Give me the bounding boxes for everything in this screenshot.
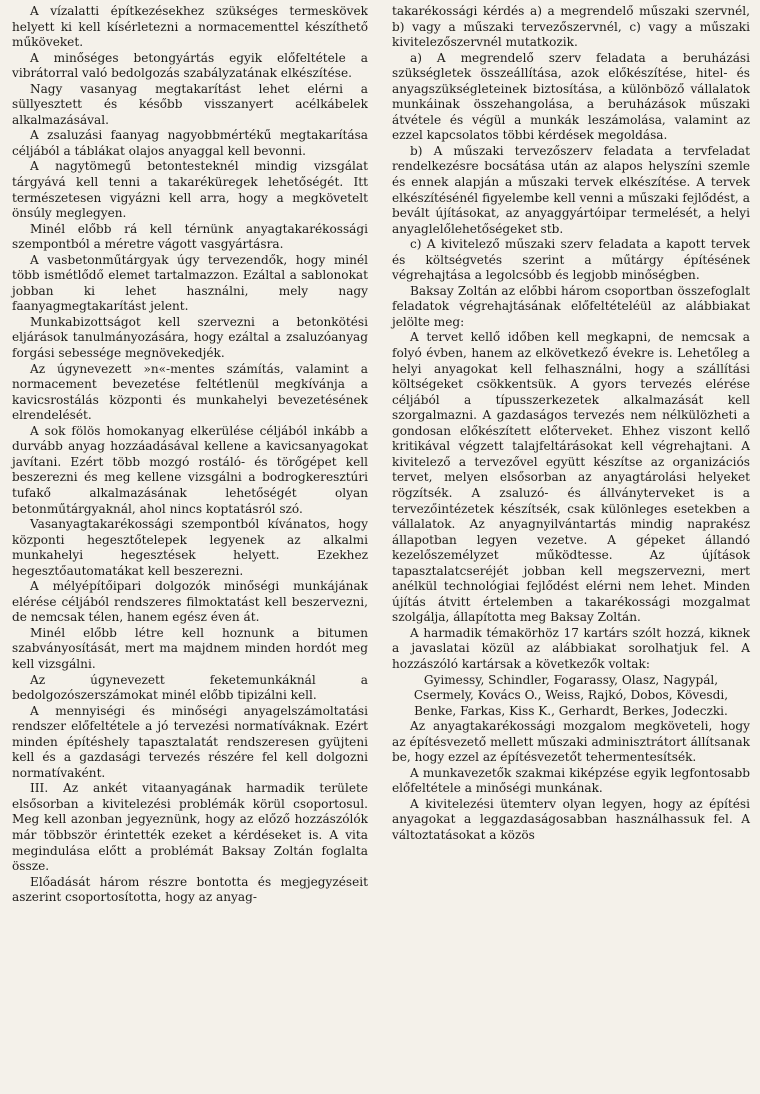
paragraph: Minél előbb létre kell hoznunk a bitumen szabványosítását, mert ma majdnem minden hordót meg kell vizsgálni. <box>12 625 368 671</box>
paragraph: A harmadik témakörhöz 17 kartárs szólt hozzá, kiknek a javaslatai közül az alábbiakat sorolhatjuk fel. A hozzászóló kartársak a következők voltak: <box>392 625 750 671</box>
paragraph: A mélyépítőipari dolgozók minőségi munkájának elérése céljából rendszeres filmoktatást kell beszervezni, de nemcsak télen, hanem egész éven át. <box>12 579 368 625</box>
paragraph: A minőséges betongyártás egyik előfeltétele a vibrátorral való bedolgozás szabályzatának elkészítése. <box>12 50 368 81</box>
right-column <box>392 4 750 844</box>
paragraph: Az anyagtakarékossági mozgalom megköveteli, hogy az építésvezető mellett műszaki adminisztrátort állítsanak be, hogy ezzel az építésvezetőt tehermentesítsék. <box>392 719 750 765</box>
paragraph: a) A megrendelő szerv feladata a beruházási szükségletek összeállítása, azok előkészítése, hitel- és anyagszükségleteinek biztosítása, a különböző vállalatok munkáinak összehangolása, a beruházások műszaki átvétele és végül a munkák leszámolása, valamint az ezzel kapcsolatos többi kérdések megoldása. <box>392 50 750 143</box>
paragraph: Az úgynevezett »n«-mentes számítás, valamint a normacement bevezetése feltétlenül megkívánja a kavicsrostálás központi és munkahelyi bevezetésének elrendelését. <box>12 361 368 423</box>
left-column <box>12 4 368 906</box>
paragraph: A tervet kellő időben kell megkapni, de nemcsak a folyó évben, hanem az elkövetkező évekre is. Lehetőleg a helyi anyagokat kell felhasználni, hogy a szállítási költségeket csökkentsük. A gyors tervezés elérése céljából a típusszerkezetek alkalmazását kell szorgalmazni. A gazdaságos tervezés nem nélkülözheti a gondosan előkészített előterveket. Ehhez viszont kellő kritikával végzett talajfeltárásokat kell végrehajtani. A kivitelező a tervezővel együtt készítse az organizációs tervet, melyen elsősorban az anyagtárolási helyeket rögzítsék. A zsaluzó- és állványterveket is a tervezőintézetek készítsék, csak különleges esetekben a vállalatok. Az anyagnyilvántartás mindig naprakész állapotban legyen vezetve. A gépeket állandó kezelőszemélyzet működtesse. Az újítások tapasztalatcseréjét jobban kell megszervezni, mert anélkül technológiai fejlődést elérni nem lehet. Minden újítás átvitt értelemben a takarékossági mozgalmat szolgálja, állapította meg Baksay Zoltán. <box>392 330 750 625</box>
paragraph: A vízalatti építkezésekhez szükséges termeskövek helyett ki kell kísérletezni a normacementtel készíthető műköveket. <box>12 4 368 50</box>
paragraph: III. Az ankét vitaanyagának harmadik területe elsősorban a kivitelezési problémák körül csoportosul. Meg kell azonban jegyeznünk, hogy az előző hozzászólók már többször érintették ezeket a kérdéseket is. A vita megindulása előtt a problémát Baksay Zoltán foglalta össze. <box>12 781 368 874</box>
paragraph: A vasbetonműtárgyak úgy tervezendők, hogy minél több ismétlődő elemet tartalmazzon. Ezáltal a sablonokat jobban ki lehet használni, mely nagy faanyagmegtakarítást jelent. <box>12 252 368 314</box>
paragraph: c) A kivitelező műszaki szerv feladata a kapott tervek és költségvetés szerint a műtárgy építésének végrehajtása a legolcsóbb és legjobb minőségben. <box>392 237 750 283</box>
paragraph: A sok fölös homokanyag elkerülése céljából inkább a durvább anyag hozzáadásával kellene a kavicsanyagokat javítani. Ezért több mozgó rostáló- és törőgépet kell beszerezni és meg kellene vizsgálni a bodrogkeresztúri tufakő alkalmazásának lehetőségét olyan betonműtárgyaknál, ahol nincs koptatásról szó. <box>12 423 368 516</box>
paragraph: Munkabizottságot kell szervezni a betonkötési eljárások tanulmányozására, hogy ezáltal a zsaluzóanyag forgási sebessége megnövekedjék. <box>12 314 368 361</box>
paragraph: A zsaluzási faanyag nagyobbmértékű megtakarítása céljából a táblákat olajos anyaggal kell bevonni. <box>12 128 368 158</box>
paragraph: Előadását három részre bontotta és megjegyzéseit aszerint csoportosította, hogy az anyag- <box>12 874 368 905</box>
paragraph: A mennyiségi és minőségi anyagelszámoltatási rendszer előfeltétele a jó tervezési normatíváknak. Ezért minden építéshely tapasztalatát rendszeresen gyüjteni kell és a gazdasági tervezés részére fel kell dolgozni normatívaként. <box>12 703 368 780</box>
paragraph: Gyimessy, Schindler, Fogarassy, Olasz, Nagypál, Csermely, Kovács O., Weiss, Rajkó, Dobos, Kövesdi, Benke, Farkas, Kiss K., Gerhardt, Berkes, Jodeczki. <box>413 672 729 718</box>
paragraph: A nagytömegű betontesteknél mindig vizsgálat tárgyává kell tenni a takaréküregek lehetőségét. Itt természetesen vigyázni kell arra, hogy a megkövetelt önsúly meglegyen. <box>12 159 368 221</box>
paragraph: Minél előbb rá kell térnünk anyagtakarékossági szempontból a méretre vágott vasgyártásra. <box>12 221 368 252</box>
paragraph: b) A műszaki tervezőszerv feladata a tervfeladat rendelkezésre bocsátása után az alapos helyszíni szemle és ennek alapján a műszaki tervek elkészítése. A tervek elkészítésénél figyelembe kell venni a műszaki fejlődést, a bevált újításokat, az anyaggyártóipar termelését, a helyi anyaglelőlehetőségeket stb. <box>392 143 750 236</box>
paragraph: A kivitelezési ütemterv olyan legyen, hogy az építési anyagokat a leggazdaságosabban használhassuk fel. A változtatásokat a közös <box>392 796 750 842</box>
paragraph: takarékossági kérdés a) a megrendelő műszaki szervnél, b) vagy a műszaki tervezőszervnél, c) vagy a műszaki kivitelezőszervnél mutatkozik. <box>392 4 750 50</box>
paragraph: Vasanyagtakarékossági szempontból kívánatos, hogy központi hegesztőtelepek legyenek az alkalmi munkahelyi hegesztések helyett. Ezekhez hegesztőautomatákat kell beszerezni. <box>12 517 368 578</box>
paragraph: Baksay Zoltán az előbbi három csoportban összefoglalt feladatok végrehajtásának előfeltételéül az alábbiakat jelölte meg: <box>392 283 750 329</box>
paragraph: Nagy vasanyag megtakarítást lehet elérni a süllyesztett és később visszanyert acélkábelek alkalmazásával. <box>12 81 368 127</box>
paragraph: Az úgynevezett feketemunkáknál a bedolgozószerszámokat minél előbb tipizálni kell. <box>12 672 368 703</box>
paragraph: A munkavezetők szakmai kiképzése egyik legfontosabb előfeltétele a minőségi munkának. <box>392 765 750 796</box>
